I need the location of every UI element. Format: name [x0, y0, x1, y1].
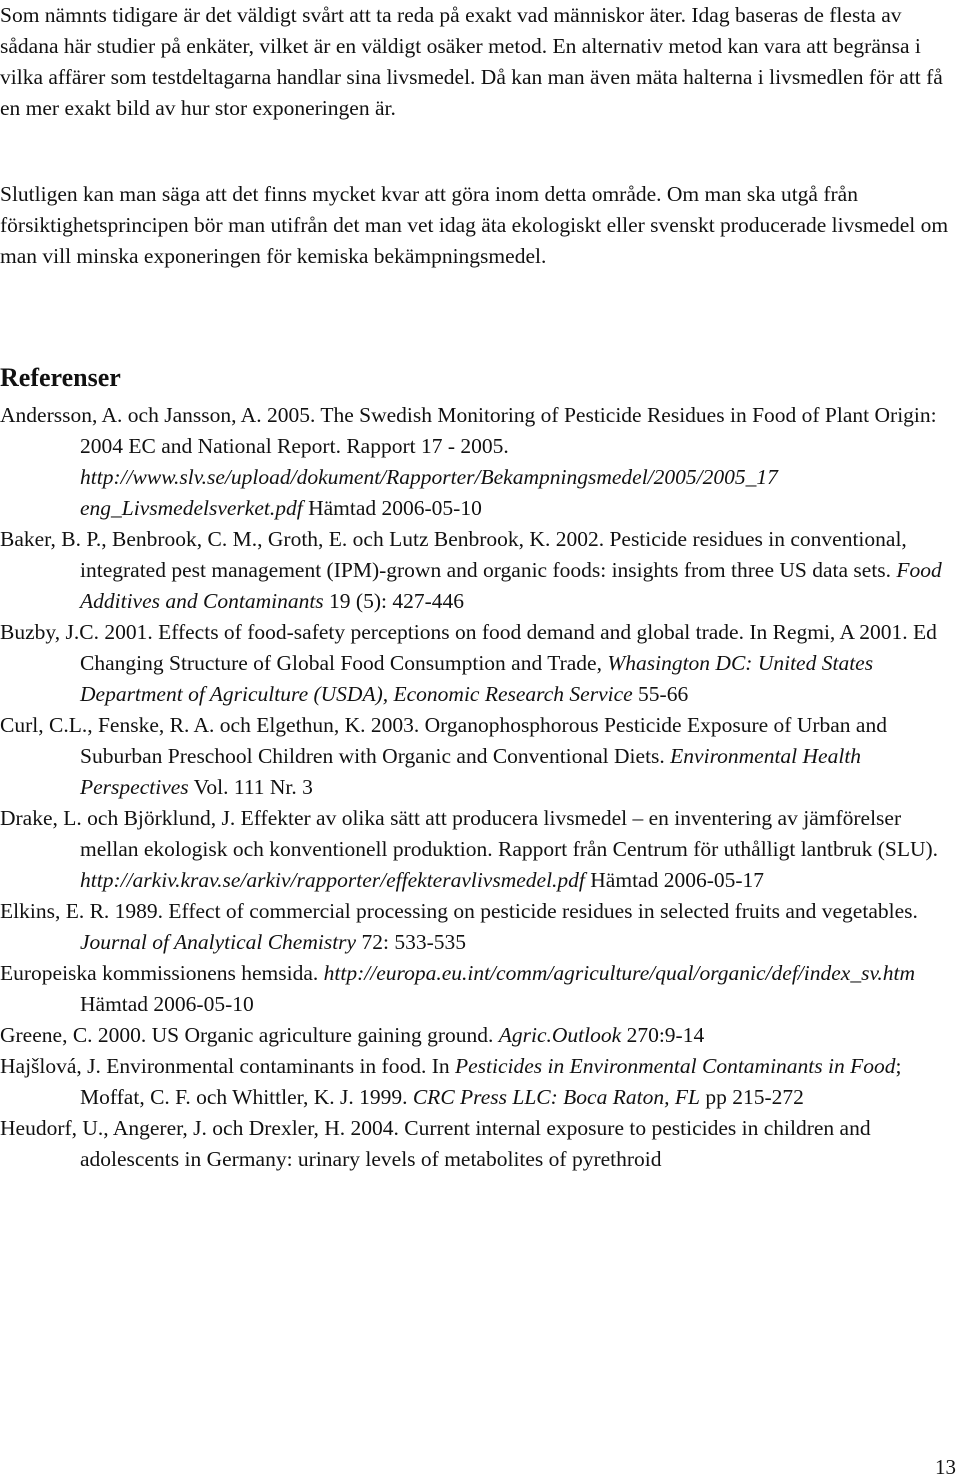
- paragraph-text: Som nämnts tidigare är det väldigt svårt att ta reda på exakt vad människor äter. Idag baseras de flesta av sådana här studier på enkäter, vilket är en väldigt osäker metod. En alternativ metod kan vara att begränsa i vilka affärer som testdeltagarna handlar sina livsmedel. Då kan man även mäta halterna i livsmedlen för att få en mer exakt bild av hur stor exponeringen är.: [0, 3, 943, 120]
- reference-italic-text: Journal of Analytical Chemistry: [80, 930, 357, 954]
- reference-text: 55-66: [632, 682, 689, 706]
- reference-list: [0, 400, 958, 1175]
- reference-text: 270:9-14: [621, 1023, 705, 1047]
- reference-item: [0, 617, 958, 710]
- reference-item: [0, 400, 958, 524]
- reference-item: [0, 896, 958, 958]
- reference-italic-text: http://europa.eu.int/comm/agriculture/qual/organic/def/index_sv.htm: [323, 961, 916, 985]
- reference-text: pp 215-272: [699, 1085, 804, 1109]
- reference-text: 72: 533-535: [356, 930, 466, 954]
- reference-italic-text: Food Additives and Contaminants: [80, 558, 942, 613]
- references-heading: Referenser: [0, 363, 121, 392]
- reference-text: Europeiska kommissionens hemsida.: [0, 961, 324, 985]
- reference-text: Buzby, J.C. 2001. Effects of food-safety perceptions on food demand and global trade. In Regmi, A 2001. Ed Changing Structure of Global Food Consumption and Trade,: [0, 620, 937, 675]
- reference-text: 19 (5): 427-446: [323, 589, 464, 613]
- page-number: 13: [935, 1455, 956, 1479]
- body-paragraph-1: [0, 0, 958, 124]
- body-paragraph-2: [0, 179, 958, 272]
- reference-text: Andersson, A. och Jansson, A. 2005. The Swedish Monitoring of Pesticide Residues in Food of Plant Origin: 2004 EC and National Report. Rapport 17 - 2005.: [0, 403, 937, 458]
- reference-text: Drake, L. och Björklund, J. Effekter av olika sätt att producera livsmedel – en inventering av jämförelser mellan ekologisk och konventionell produktion. Rapport från Centrum för uthålligt lantbruk (SLU).: [0, 806, 939, 861]
- reference-text: Greene, C. 2000. US Organic agriculture gaining ground.: [0, 1023, 499, 1047]
- reference-italic-text: Pesticides in Environmental Contaminants in Food: [455, 1054, 896, 1078]
- reference-text: Hämtad 2006-05-10: [80, 992, 254, 1016]
- reference-text: Hämtad 2006-05-17: [584, 868, 765, 892]
- reference-italic-text: http://arkiv.krav.se/arkiv/rapporter/effekteravlivsmedel.pdf: [80, 868, 585, 892]
- reference-item: [0, 803, 958, 896]
- reference-text: ; Moffat, C. F. och Whittler, K. J. 1999.: [80, 1054, 902, 1109]
- reference-text: Heudorf, U., Angerer, J. och Drexler, H. 2004. Current internal exposure to pesticides in children and adolescents in Germany: urinary levels of metabolites of pyrethroid: [0, 1116, 871, 1171]
- reference-italic-text: Agric.Outlook: [498, 1023, 622, 1047]
- reference-text: Curl, C.L., Fenske, R. A. och Elgethun, K. 2003. Organophosphorous Pesticide Exposure of Urban and Suburban Preschool Children with Organic and Conventional Diets.: [0, 713, 887, 768]
- reference-item: [0, 1020, 958, 1051]
- reference-item: [0, 524, 958, 617]
- paragraph-text: Slutligen kan man säga att det finns mycket kvar att göra inom detta område. Om man ska utgå från försiktighetsprincipen bör man utifrån det man vet idag äta ekologiskt eller svenskt producerade livsmedel om man vill minska exponeringen för kemiska bekämpningsmedel.: [0, 182, 949, 268]
- reference-italic-text: http://www.slv.se/upload/dokument/Rapporter/Bekampningsmedel/2005/2005_17 eng_Livsmedelsverket.pdf: [80, 465, 778, 520]
- reference-italic-text: CRC Press LLC: Boca Raton, FL: [412, 1085, 700, 1109]
- reference-text: Hämtad 2006-05-10: [302, 496, 482, 520]
- reference-italic-text: Environmental Health Perspectives: [80, 744, 862, 799]
- reference-text: Baker, B. P., Benbrook, C. M., Groth, E. och Lutz Benbrook, K. 2002. Pesticide residues in conventional, integrated pest management (IPM)-grown and organic foods: insights from three US data sets.: [0, 527, 907, 582]
- reference-item: [0, 1051, 958, 1113]
- reference-text: Elkins, E. R. 1989. Effect of commercial processing on pesticide residues in selected fruits and vegetables.: [0, 899, 918, 923]
- reference-item: [0, 958, 958, 1020]
- reference-text: Hajšlová, J. Environmental contaminants in food. In: [0, 1054, 455, 1078]
- reference-item: [0, 710, 958, 803]
- reference-italic-text: Whasington DC: United States Department of Agriculture (USDA), Economic Research Service: [80, 651, 874, 706]
- reference-text: Vol. 111 Nr. 3: [188, 775, 313, 799]
- reference-item: [0, 1113, 958, 1175]
